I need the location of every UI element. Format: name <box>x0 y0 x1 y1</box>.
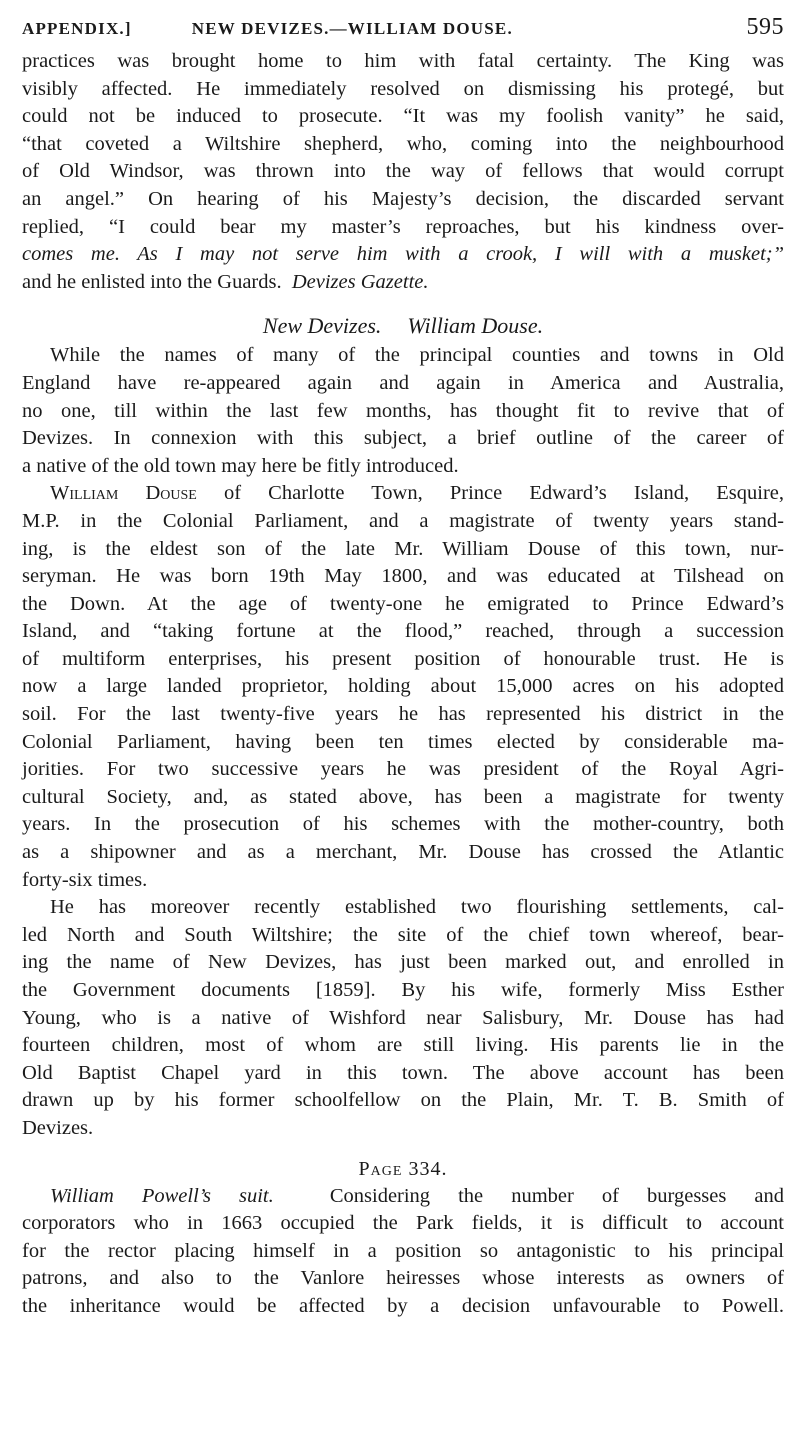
text-line: forty-six times. <box>22 868 148 891</box>
text-line: now a large landed proprietor, holding about 15,000 acres on his adopted <box>22 675 784 698</box>
text-line: patrons, and also to the Vanlore heiresses whose interests as owners of <box>22 1267 784 1290</box>
text-line: England have re-appeared again and again in America and Australia, <box>22 371 784 394</box>
citation-source: Devizes Gazette. <box>291 270 429 293</box>
page-number: 595 <box>746 14 784 40</box>
text-line: Devizes. In connexion with this subject, a brief outline of the career of <box>22 427 784 450</box>
text-line: corporators who in 1663 occupied the Park fields, it is difficult to account <box>22 1212 784 1235</box>
text-line: the Down. At the age of twenty-one he emigrated to Prince Edward’s <box>22 592 784 615</box>
text-line: Devizes. <box>22 1116 94 1139</box>
text-line: could not be induced to prosecute. “It was my foolish vanity” he said, <box>22 105 784 128</box>
text-line: the inheritance would be affected by a decision unfavourable to Powell. <box>22 1294 784 1317</box>
text-line: replied, “I could bear my master’s reproaches, but his kindness over- <box>22 215 784 238</box>
text-line: M.P. in the Colonial Parliament, and a magistrate of twenty years stand- <box>22 509 784 532</box>
header-title: NEW DEVIZES.—WILLIAM DOUSE. <box>191 19 513 38</box>
text-line: seryman. He was born 19th May 1800, and was educated at Tilshead on <box>22 565 784 588</box>
text-line: visibly affected. He immediately resolved on dismissing his protegé, but <box>22 77 784 100</box>
text-line: ing the name of New Devizes, has just been marked out, and enrolled in <box>22 951 784 974</box>
text-line-citation <box>22 269 784 297</box>
text-line-first <box>22 480 784 508</box>
text-line: He has moreover recently established two flourishing settlements, cal- <box>50 896 784 919</box>
text-line: Island, and “taking fortune at the flood,” reached, through a succession <box>22 620 784 643</box>
text-line: a native of the old town may here be fitly introduced. <box>22 454 459 477</box>
page-reference-heading: Page 334. <box>358 1157 448 1180</box>
text-line: ing, is the eldest son of the late Mr. William Douse of this town, nur- <box>22 537 784 560</box>
text-line: as a shipowner and as a merchant, Mr. Douse has crossed the Atlantic <box>22 841 784 864</box>
running-header <box>22 14 784 48</box>
section-heading-place: New Devizes. <box>262 313 382 339</box>
section-heading-person: William Douse. <box>407 313 544 339</box>
text-line: fourteen children, most of whom are still living. His parents lie in the <box>22 1034 784 1057</box>
text-line: led North and South Wiltshire; the site of the chief town whereof, bear- <box>22 923 784 946</box>
text-line: cultural Society, and, as stated above, has been a magistrate for twenty <box>22 785 784 808</box>
text-line: practices was brought home to him with fatal certainty. The King was <box>22 50 784 72</box>
first-line-rest: Considering the number of burgesses and <box>329 1184 785 1207</box>
text-line: of Old Windsor, was thrown into the way of fellows that would corrupt <box>22 160 784 183</box>
section-heading <box>22 312 784 340</box>
intro-paragraph <box>22 48 784 296</box>
person-name: William Douse <box>50 482 197 505</box>
text-line: of multiform enterprises, his present position of honourable trust. He is <box>22 647 784 670</box>
text-line: Young, who is a native of Wishford near Salisbury, Mr. Douse has had <box>22 1006 784 1029</box>
text-line-first <box>22 1183 784 1211</box>
text-line: years. In the prosecution of his schemes with the mother-country, both <box>22 813 784 836</box>
paragraph-4 <box>22 1183 784 1321</box>
text-line: Old Baptist Chapel yard in this town. The above account has been <box>22 1061 784 1084</box>
paragraph-2 <box>22 480 784 894</box>
text-line: “that coveted a Wiltshire shepherd, who, coming into the neighbourhood <box>22 132 784 155</box>
text-line: the Government documents [1859]. By his wife, formerly Miss Esther <box>22 979 784 1001</box>
header-section-label: APPENDIX.] <box>22 19 132 38</box>
text-line: While the names of many of the principal counties and towns in Old <box>50 344 784 367</box>
text-line-italic-quote: comes me. As I may not serve him with a crook, I will with a musket;” <box>22 243 784 266</box>
text-line: an angel.” On hearing of his Majesty’s decision, the discarded servant <box>22 187 784 210</box>
citation-lead: and he enlisted into the Guards. <box>22 270 282 293</box>
text-line: Colonial Parliament, having been ten times elected by considerable ma- <box>22 730 784 753</box>
text-line: soil. For the last twenty-five years he has represented his district in the <box>22 703 784 726</box>
text-line: drawn up by his former schoolfellow on the Plain, Mr. T. B. Smith of <box>22 1089 784 1112</box>
paragraph-1 <box>22 342 784 480</box>
text-line: for the rector placing himself in a position so antagonistic to his principal <box>22 1239 784 1262</box>
first-line-rest: of Charlotte Town, Prince Edward’s Island, Esquire, <box>223 482 785 505</box>
paragraph-3 <box>22 894 784 1142</box>
case-title: William Powell’s suit. <box>50 1184 274 1207</box>
text-line: jorities. For two successive years he was president of the Royal Agri- <box>22 758 784 781</box>
text-line: no one, till within the last few months, has thought fit to revive that of <box>22 399 784 422</box>
